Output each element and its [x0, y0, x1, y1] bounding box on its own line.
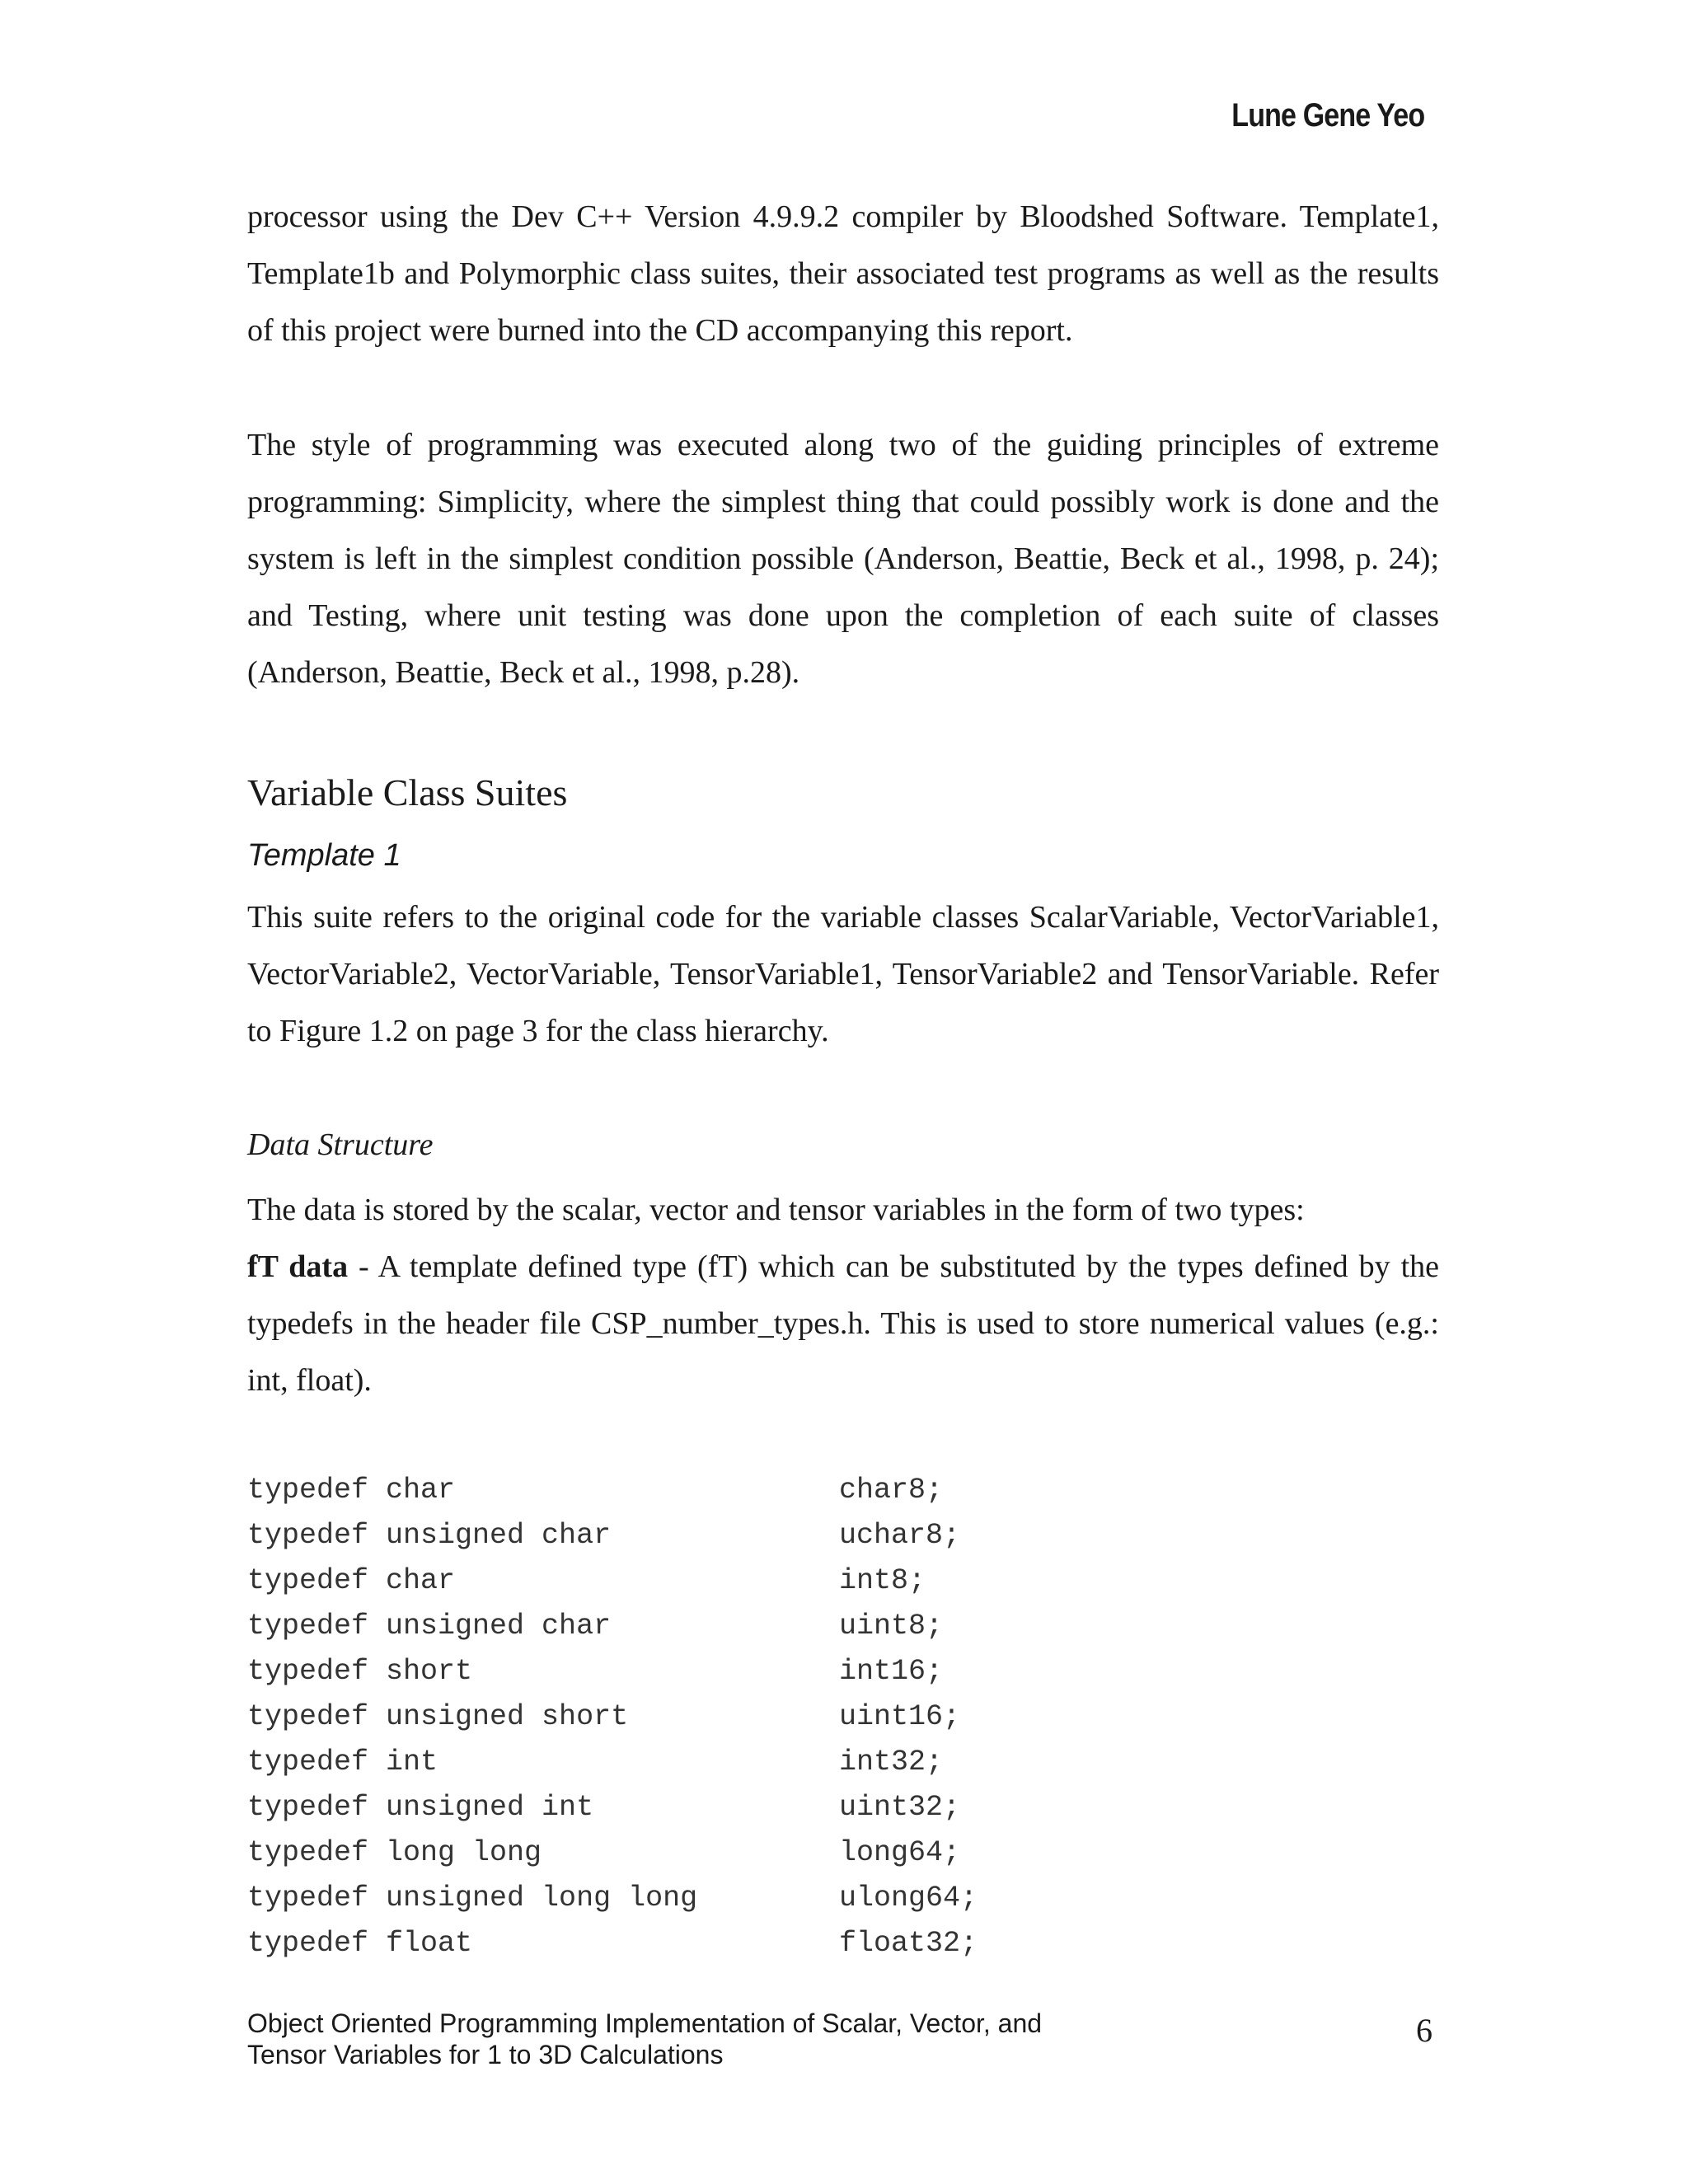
code-line	[247, 1558, 978, 1604]
section-heading: Variable Class Suites	[247, 771, 568, 813]
code-declaration: typedef long long	[247, 1836, 542, 1869]
code-alias: uchar8;	[839, 1519, 961, 1552]
typedef-code-block	[247, 1468, 978, 1966]
header-author: Lune Gene Yeo	[1231, 97, 1424, 134]
code-declaration: typedef unsigned int	[247, 1791, 594, 1824]
code-declaration: typedef int	[247, 1746, 438, 1779]
page-number: 6	[1416, 2012, 1432, 2049]
ft-data-description: - A template defined type (fT) which can be substituted by the types defined by the typedefs in the header file CSP_number_types.h. This is used to store numerical values (e.g.: int, float).	[247, 1249, 1439, 1398]
code-line	[247, 1513, 978, 1558]
footer-title-line-1: Object Oriented Programming Implementation of Scalar, Vector, and	[247, 2008, 1043, 2038]
subsection-heading: Template 1	[247, 838, 401, 873]
paragraph-compiler: processor using the Dev C++ Version 4.9.9.2 compiler by Bloodshed Software. Template1, Template1b and Polymorphic class suites, their associated test programs as well as the results of this project were burned into the CD accompanying this report.	[247, 199, 1439, 348]
code-alias: uint16;	[839, 1700, 961, 1733]
paragraph-data-structure: The data is stored by the scalar, vector and tensor variables in the form of two types:	[247, 1193, 1305, 1227]
code-line	[247, 1785, 978, 1830]
code-line	[247, 1921, 978, 1966]
paragraph-programming-style: The style of programming was executed along two of the guiding principles of extreme programming: Simplicity, where the simplest thing that could possibly work is done and the system is left in the simplest condition possible (Anderson, Beattie, Beck et al., 1998, p. 24); and Testing, where unit testing was done upon the completion of each suite of classes (Anderson, Beattie, Beck et al., 1998, p.28).	[247, 428, 1439, 690]
code-alias: uint32;	[839, 1791, 961, 1824]
code-alias: ulong64;	[839, 1882, 978, 1915]
code-line	[247, 1604, 978, 1649]
code-declaration: typedef unsigned char	[247, 1610, 612, 1643]
code-alias: int8;	[839, 1564, 926, 1597]
code-declaration: typedef unsigned char	[247, 1519, 612, 1552]
code-line	[247, 1694, 978, 1740]
code-line	[247, 1740, 978, 1785]
code-alias: uint8;	[839, 1610, 944, 1643]
paragraph-suite-intro: This suite refers to the original code for the variable classes ScalarVariable, VectorVariable1, VectorVariable2, VectorVariable, TensorVariable1, TensorVariable2 and TensorVariable. Refer to Figure 1.2 on page 3 for the class hierarchy.	[247, 900, 1439, 1048]
footer-title	[247, 2008, 1154, 2070]
code-declaration: typedef short	[247, 1655, 473, 1688]
paragraph-ft-data	[247, 1239, 1439, 1409]
ft-data-term: fT data	[247, 1249, 349, 1284]
code-declaration: typedef char	[247, 1564, 456, 1597]
code-line	[247, 1876, 978, 1921]
code-alias: int32;	[839, 1746, 944, 1779]
code-line	[247, 1830, 978, 1876]
code-declaration: typedef float	[247, 1927, 473, 1960]
footer-title-line-2: Tensor Variables for 1 to 3D Calculations	[247, 2040, 724, 2069]
code-line	[247, 1468, 978, 1513]
code-declaration: typedef unsigned short	[247, 1700, 629, 1733]
code-declaration: typedef unsigned long long	[247, 1882, 698, 1915]
code-alias: float32;	[839, 1927, 978, 1960]
code-line	[247, 1649, 978, 1694]
code-alias: int16;	[839, 1655, 944, 1688]
data-structure-heading: Data Structure	[247, 1127, 434, 1162]
code-alias: char8;	[839, 1474, 944, 1507]
code-declaration: typedef char	[247, 1474, 456, 1507]
code-alias: long64;	[839, 1836, 961, 1869]
